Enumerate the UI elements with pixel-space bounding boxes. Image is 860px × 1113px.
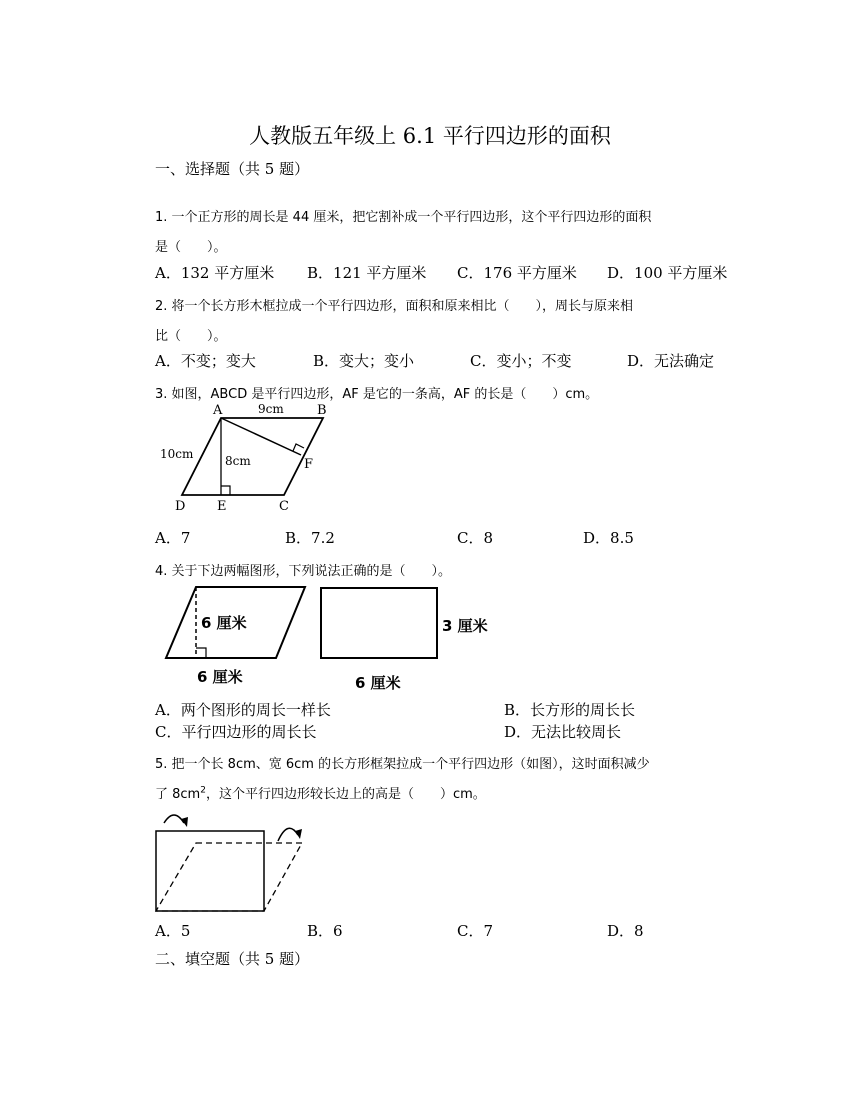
label-b: B bbox=[317, 403, 327, 418]
label-d: D bbox=[175, 499, 186, 514]
label-top-length: 9cm bbox=[258, 402, 284, 416]
section-heading-fill: 二、填空题（共 5 题） bbox=[155, 950, 310, 968]
q3-option-d[interactable]: D．8.5 bbox=[583, 529, 634, 547]
q4-option-d[interactable]: D．无法比较周长 bbox=[504, 723, 622, 741]
label-f: F bbox=[304, 457, 314, 472]
rectangle-to-parallelogram-figure bbox=[150, 805, 310, 917]
label-height: 8cm bbox=[225, 454, 251, 468]
q3-option-b[interactable]: B．7.2 bbox=[285, 529, 335, 547]
rect-side-label: 3 厘米 bbox=[442, 617, 488, 635]
q4-option-b[interactable]: B．长方形的周长长 bbox=[504, 701, 636, 719]
q2-option-b[interactable]: B．变大；变小 bbox=[313, 352, 415, 370]
q5-area-value: 了 8cm bbox=[155, 787, 201, 802]
para-base-label: 6 厘米 bbox=[197, 668, 243, 686]
question-2-text-cont: 比（ ）。 bbox=[155, 329, 227, 344]
q2-option-a[interactable]: A．不变；变大 bbox=[155, 352, 256, 370]
question-3-text: 3. 如图，ABCD 是平行四边形，AF 是它的一条高，AF 的长是（ ）cm。 bbox=[155, 387, 599, 402]
question-1-text-cont: 是（ ）。 bbox=[155, 240, 227, 255]
q1-option-d[interactable]: D．100 平方厘米 bbox=[607, 264, 728, 282]
question-4-text: 4. 关于下边两幅图形，下列说法正确的是（ ）。 bbox=[155, 564, 452, 579]
q4-option-a[interactable]: A．两个图形的周长一样长 bbox=[155, 701, 331, 719]
q2-option-d[interactable]: D．无法确定 bbox=[627, 352, 715, 370]
parallelogram-abcd-figure bbox=[155, 398, 345, 518]
q1-option-a[interactable]: A．132 平方厘米 bbox=[155, 264, 275, 282]
section-heading-choice: 一、选择题（共 5 题） bbox=[155, 160, 310, 178]
label-side-length: 10cm bbox=[160, 447, 194, 461]
q5-option-b[interactable]: B．6 bbox=[307, 922, 343, 940]
q5-option-a[interactable]: A．5 bbox=[155, 922, 191, 940]
question-2-text: 2. 将一个长方形木框拉成一个平行四边形，面积和原来相比（ ），周长与原来相 bbox=[155, 299, 634, 314]
q5-area-exponent: 2 bbox=[200, 785, 206, 796]
para-height-label: 6 厘米 bbox=[201, 614, 247, 632]
question-5-text: 5. 把一个长 8cm、宽 6cm 的长方形框架拉成一个平行四边形（如图），这时面积减少 bbox=[155, 757, 650, 772]
q5-option-c[interactable]: C．7 bbox=[457, 922, 494, 940]
q1-option-b[interactable]: B．121 平方厘米 bbox=[307, 264, 427, 282]
rect-base-label: 6 厘米 bbox=[355, 674, 401, 692]
label-a: A bbox=[213, 403, 223, 418]
question-1-text: 1. 一个正方形的周长是 44 厘米，把它割补成一个平行四边形，这个平行四边形的面积 bbox=[155, 210, 652, 225]
q4-option-c[interactable]: C．平行四边形的周长长 bbox=[155, 723, 317, 741]
question-5-text-cont bbox=[155, 783, 486, 802]
q2-option-c[interactable]: C．变小；不变 bbox=[470, 352, 572, 370]
q5-option-d[interactable]: D．8 bbox=[607, 922, 644, 940]
label-e: E bbox=[217, 499, 227, 514]
parallelogram-and-rectangle-figure bbox=[155, 582, 505, 694]
page-title: 人教版五年级上 6.1 平行四边形的面积 bbox=[249, 124, 611, 148]
q3-option-c[interactable]: C．8 bbox=[457, 529, 494, 547]
q3-option-a[interactable]: A．7 bbox=[155, 529, 191, 547]
label-c: C bbox=[279, 499, 289, 514]
q5-question-rest: ，这个平行四边形较长边上的高是（ ）cm。 bbox=[205, 787, 486, 802]
q1-option-c[interactable]: C．176 平方厘米 bbox=[457, 264, 577, 282]
rotate-arrow-icon-2 bbox=[278, 828, 298, 841]
